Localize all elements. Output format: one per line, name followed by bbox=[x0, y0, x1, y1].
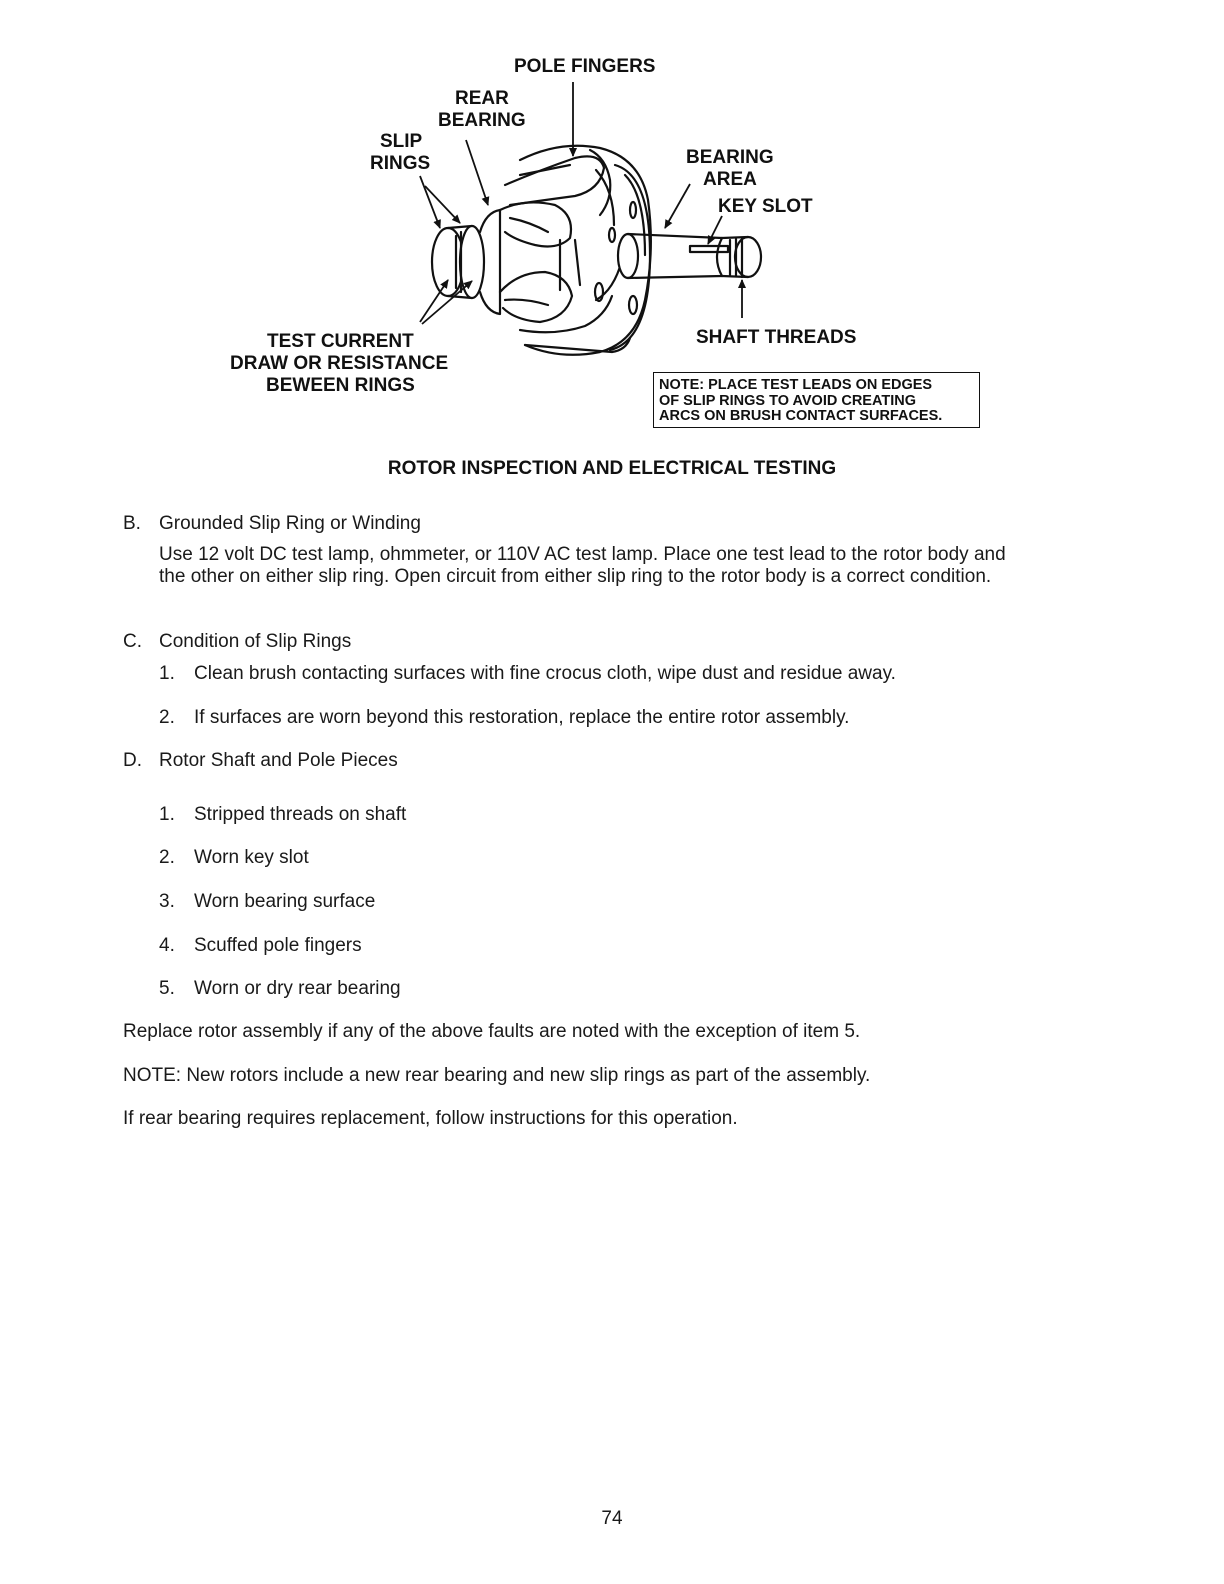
label-test-current-line3: BEWEEN RINGS bbox=[266, 375, 415, 396]
figure-title: ROTOR INSPECTION AND ELECTRICAL TESTING bbox=[387, 458, 837, 479]
closing-paragraph: If rear bearing requires replacement, follow instructions for this operation. bbox=[123, 1108, 738, 1129]
label-rear-bearing-line2: BEARING bbox=[438, 110, 526, 131]
section-c-item-number: 1. bbox=[159, 663, 175, 684]
label-pole-fingers: POLE FINGERS bbox=[514, 56, 656, 77]
section-d-item-text: Worn or dry rear bearing bbox=[194, 978, 401, 999]
test-leads-note-box bbox=[653, 372, 980, 428]
section-d-item-text: Worn key slot bbox=[194, 847, 309, 868]
section-d-letter: D. bbox=[123, 750, 142, 771]
note-line: NOTE: PLACE TEST LEADS ON EDGES bbox=[659, 377, 933, 393]
label-test-current-line1: TEST CURRENT bbox=[267, 331, 414, 352]
section-c-heading: Condition of Slip Rings bbox=[159, 631, 352, 652]
label-test-current-line2: DRAW OR RESISTANCE bbox=[230, 353, 449, 374]
label-key-slot: KEY SLOT bbox=[718, 196, 813, 217]
section-d-item-number: 4. bbox=[159, 935, 175, 956]
section-d-heading: Rotor Shaft and Pole Pieces bbox=[159, 750, 398, 771]
section-c-letter: C. bbox=[123, 631, 142, 652]
closing-paragraph: Replace rotor assembly if any of the above faults are noted with the exception of item 5. bbox=[123, 1021, 861, 1042]
section-d-item-text: Worn bearing surface bbox=[194, 891, 376, 912]
rotor-diagram bbox=[0, 0, 1224, 460]
section-c-item-text: If surfaces are worn beyond this restoration, replace the entire rotor assembly. bbox=[194, 707, 850, 728]
section-c-item-text: Clean brush contacting surfaces with fine crocus cloth, wipe dust and residue away. bbox=[194, 663, 896, 684]
section-b-body: Use 12 volt DC test lamp, ohmmeter, or 110V AC test lamp. Place one test lead to the rotor body and the other on either slip ring. Open circuit from either slip ring to the rotor body is a correct condition. bbox=[159, 544, 1006, 587]
section-d-item-number: 2. bbox=[159, 847, 175, 868]
section-d-item-number: 3. bbox=[159, 891, 175, 912]
section-d-item-text: Stripped threads on shaft bbox=[194, 804, 407, 825]
section-d-item-number: 1. bbox=[159, 804, 175, 825]
label-slip-rings-line2: RINGS bbox=[370, 153, 431, 174]
section-c-item-number: 2. bbox=[159, 707, 175, 728]
label-bearing-area-line1: BEARING bbox=[686, 147, 774, 168]
label-bearing-area-line2: AREA bbox=[703, 169, 757, 190]
closing-note: NOTE: New rotors include a new rear bearing and new slip rings as part of the assembly. bbox=[123, 1065, 871, 1086]
label-slip-rings-line1: SLIP bbox=[380, 131, 423, 152]
note-line: OF SLIP RINGS TO AVOID CREATING bbox=[659, 392, 916, 409]
label-shaft-threads: SHAFT THREADS bbox=[696, 327, 857, 348]
note-line: ARCS ON BRUSH CONTACT SURFACES. bbox=[659, 408, 943, 424]
section-d-item-text: Scuffed pole fingers bbox=[194, 935, 362, 956]
page-number: 74 bbox=[601, 1508, 623, 1529]
section-b-heading: Grounded Slip Ring or Winding bbox=[159, 513, 421, 534]
label-rear-bearing-line1: REAR bbox=[455, 88, 509, 109]
section-d-item-number: 5. bbox=[159, 978, 175, 999]
section-b-letter: B. bbox=[123, 513, 141, 534]
